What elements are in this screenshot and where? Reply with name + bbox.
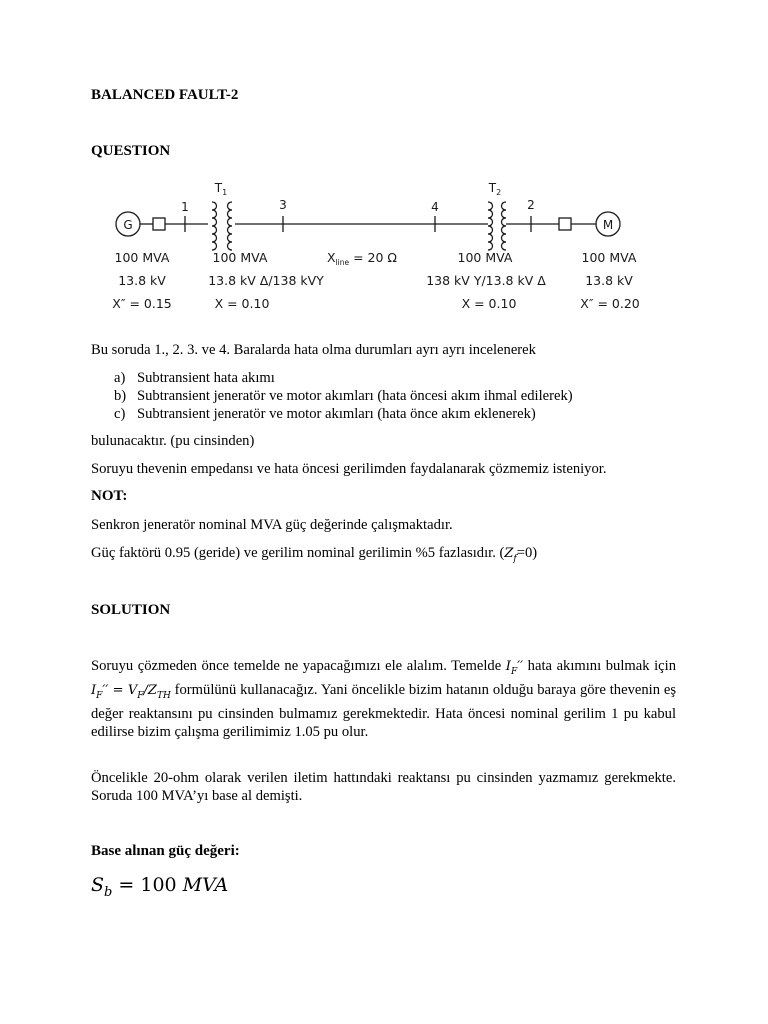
line-reactance: $X_{line} = 20$ Ω bbox=[327, 250, 397, 267]
list-item bbox=[114, 387, 573, 405]
note-2: Güç faktörü 0.95 (geride) ve gerilim nominal gerilimin %5 fazlasıdır. $(Z_f=0)$ bbox=[91, 545, 538, 564]
generator-breaker bbox=[153, 218, 165, 230]
base-power-heading: Base alınan güç değeri: bbox=[91, 843, 240, 859]
after-list-text: bulunacaktır. (pu cinsinden) bbox=[91, 433, 255, 449]
solution-heading: SOLUTION bbox=[91, 602, 171, 618]
t1-label: $T_1$ bbox=[214, 181, 228, 197]
t1-rating-x: X = 0.10 bbox=[214, 296, 270, 311]
motor-rating-x: X″ = 0.20 bbox=[580, 296, 640, 311]
t2-rating-x: X = 0.10 bbox=[461, 296, 517, 311]
solution-paragraph-1: Soruyu çözmeden önce temelde ne yapacağımızı ele alalım. Temelde $I_F''$ hata akımını bulmak için $I_F'' = V_F/Z_{TH}$ formülünü kullanacağız. Yani öncelikle bizim hatanın olduğu baraya göre thevenin eş değer reaktansını pu cinsinden bulmamız gerekmektedir. Hata öncesi nominal gerilim 1 pu kabul edilirse bizim çalışma gerilimimiz 1.05 pu olur. bbox=[91, 658, 677, 740]
motor-rating-kv: 13.8 kV bbox=[585, 273, 633, 288]
bus-3-label: 3 bbox=[279, 198, 287, 212]
list-item-label: b) bbox=[114, 388, 127, 404]
generator-rating-kv: 13.8 kV bbox=[118, 273, 166, 288]
note-1: Senkron jeneratör nominal MVA güç değerinde çalışmaktadır. bbox=[91, 517, 453, 533]
bus-2-label: 2 bbox=[527, 198, 535, 212]
t2-rating-kv: 138 kV Y/13.8 kV Δ bbox=[426, 273, 546, 288]
list-item-text: Subtransient jeneratör ve motor akımları (hata önce akım eklenerek) bbox=[137, 406, 536, 422]
document-title: BALANCED FAULT-2 bbox=[91, 87, 239, 103]
question-heading: QUESTION bbox=[91, 143, 171, 159]
t2-label: $T_2$ bbox=[488, 181, 502, 197]
intro-text: Bu soruda 1., 2. 3. ve 4. Baralarda hata olma durumları ayrı ayrı incelenerek bbox=[91, 342, 536, 358]
solution-paragraph-2: Öncelikle 20-ohm olarak verilen iletim hattındaki reaktansı pu cinsinden yazmamız gerekmekte. Soruda 100 MVA’yı base al demişti. bbox=[91, 770, 676, 804]
generator-letter: G bbox=[123, 218, 133, 232]
list-item-text: Subtransient hata akımı bbox=[137, 370, 275, 386]
motor-rating-mva: 100 MVA bbox=[581, 250, 637, 265]
generator-rating-mva: 100 MVA bbox=[114, 250, 170, 265]
list-item-label: c) bbox=[114, 406, 126, 422]
list-item bbox=[114, 369, 573, 387]
motor-letter: M bbox=[602, 218, 614, 232]
t1-secondary-coil bbox=[228, 202, 233, 250]
t1-primary-coil bbox=[212, 202, 217, 250]
t2-primary-coil bbox=[488, 202, 493, 250]
list-item-text: Subtransient jeneratör ve motor akımları (hata öncesi akım ihmal edilerek) bbox=[137, 388, 573, 404]
list-item-label: a) bbox=[114, 370, 126, 386]
base-power-equation: $S_b = 100$ MVA bbox=[91, 874, 229, 900]
generator-rating-x: X″ = 0.15 bbox=[112, 296, 172, 311]
bus-1-label: 1 bbox=[181, 200, 189, 214]
list-item bbox=[114, 405, 573, 423]
t1-rating-kv: 13.8 kV Δ/138 kVY bbox=[208, 273, 324, 288]
thevenin-note: Soruyu thevenin empedansı ve hata öncesi gerilimden faydalanarak çözmemiz isteniyor. bbox=[91, 461, 607, 477]
note-heading: NOT: bbox=[91, 488, 128, 504]
question-list bbox=[114, 369, 573, 423]
t2-rating-mva: 100 MVA bbox=[457, 250, 513, 265]
motor-breaker bbox=[559, 218, 571, 230]
one-line-diagram bbox=[100, 178, 660, 313]
t2-secondary-coil bbox=[502, 202, 507, 250]
bus-4-label: 4 bbox=[431, 200, 439, 214]
t1-rating-mva: 100 MVA bbox=[212, 250, 268, 265]
